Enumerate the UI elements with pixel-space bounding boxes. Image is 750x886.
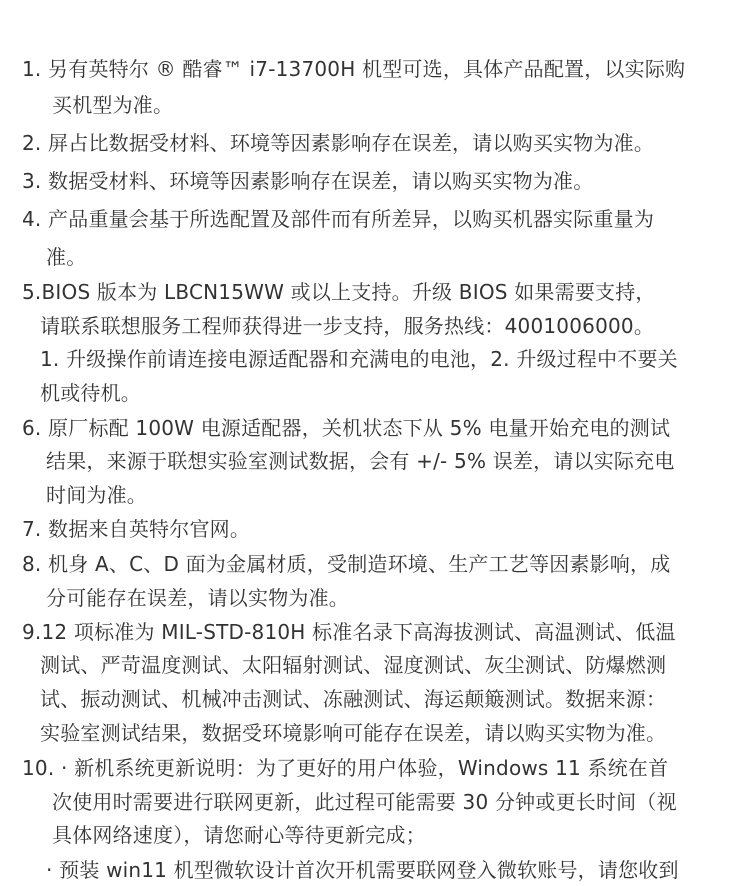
note-2: 2. 屏占比数据受材料、环境等因素影响存在误差，请以购买实物为准。 [22,131,655,155]
note-1-line-2: 买机型为准。 [52,93,174,117]
note-4-line-1: 4. 产品重量会基于所选配置及部件而有所差异，以购买机器实际重量为 [22,207,655,231]
note-9-line-2: 测试、严苛温度测试、太阳辐射测试、湿度测试、灰尘测试、防爆燃测 [40,653,667,677]
note-1-line-1: 1. 另有英特尔 ® 酷睿™ i7-13700H 机型可选，具体产品配置，以实际购 [22,57,686,81]
note-9-line-4: 实验室测试结果，数据受环境影响可能存在误差，请以购买实物为准。 [40,721,667,745]
note-9-line-1: 9.12 项标准为 MIL-STD-810H 标准名录下高海拔测试、高温测试、低温 [22,620,676,644]
note-6-line-3: 时间为准。 [46,483,147,507]
note-9-line-3: 试、振动测试、机械冲击测试、冻融测试、海运颠簸测试。数据来源： [40,687,667,711]
note-3: 3. 数据受材料、环境等因素影响存在误差，请以购买实物为准。 [22,169,594,193]
note-8-line-1: 8. 机身 A、C、D 面为金属材质，受制造环境、生产工艺等因素影响，成 [22,552,671,576]
note-5-line-4: 机或待机。 [40,381,141,405]
note-5-line-1: 5.BIOS 版本为 LBCN15WW 或以上支持。升级 BIOS 如果需要支持， [22,280,656,304]
note-7: 7. 数据来自英特尔官网。 [22,517,251,541]
note-10-line-3: 具体网络速度），请您耐心等待更新完成； [52,823,426,847]
note-6-line-1: 6. 原厂标配 100W 电源适配器，关机状态下从 5% 电量开始充电的测试 [22,416,671,440]
note-8-line-2: 分可能存在误差，请以实物为准。 [46,586,349,610]
note-5-line-2: 请联系联想服务工程师获得进一步支持，服务热线：4001006000。 [40,314,655,338]
note-10-line-1: 10. · 新机系统更新说明：为了更好的用户体验，Windows 11 系统在首 [22,756,669,780]
note-4-line-2: 准。 [46,245,87,269]
note-10-line-2: 次使用时需要进行联网更新，此过程可能需要 30 分钟或更长时间（视 [52,790,677,814]
note-6-line-2: 结果，来源于联想实验室测试数据，会有 +/- 5% 误差，请以实际充电 [46,449,675,473]
note-5-line-3: 1. 升级操作前请连接电源适配器和充满电的电池，2. 升级过程中不要关 [40,347,678,371]
note-10-line-4: · 预装 win11 机型微软设计首次开机需要联网登入微软账号，请您收到 [46,858,679,882]
